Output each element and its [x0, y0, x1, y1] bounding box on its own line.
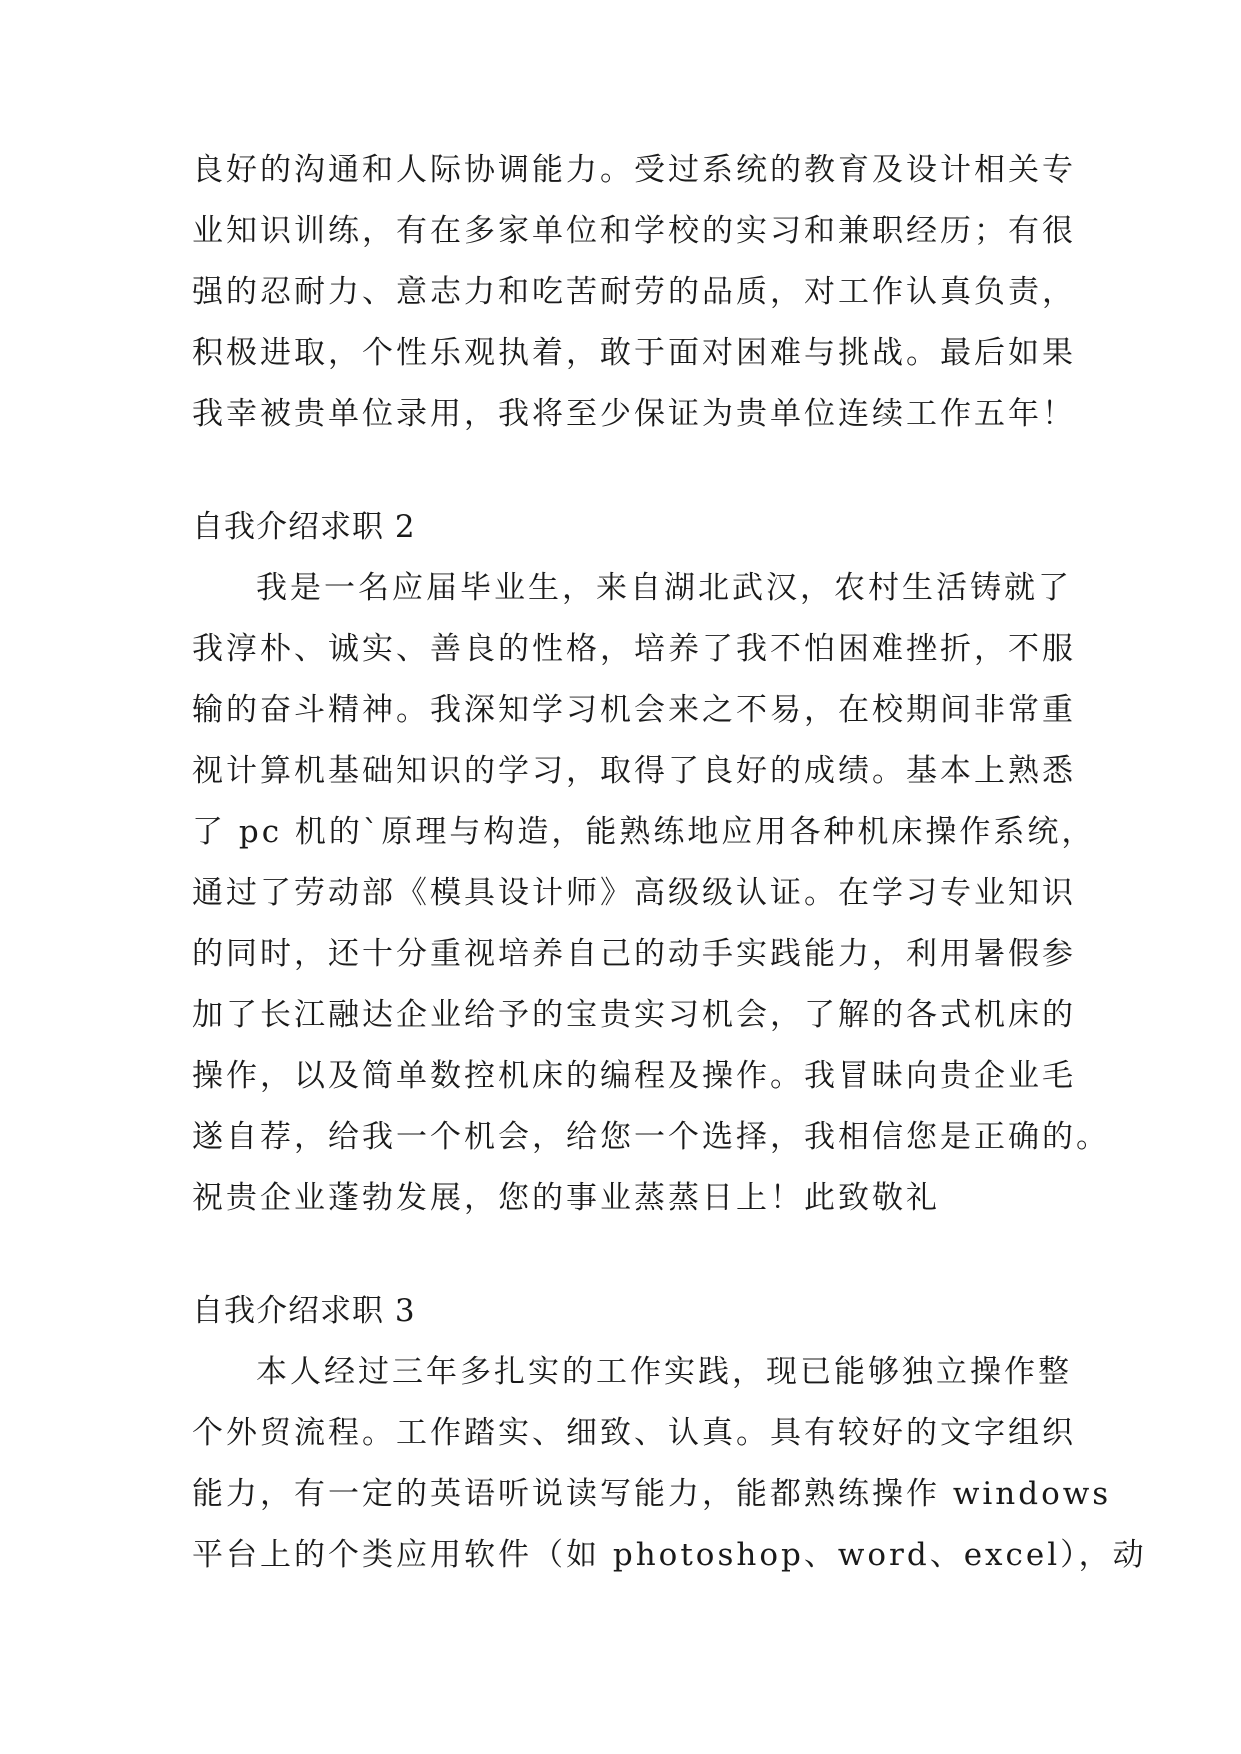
- text-line: 了 pc 机的`原理与构造，能熟练地应用各种机床操作系统，: [192, 814, 1096, 850]
- text-line: 我淳朴、诚实、善良的性格，培养了我不怕困难挫折，不服: [192, 631, 1076, 667]
- text-line: 加了长江融达企业给予的宝贵实习机会，了解的各式机床的: [192, 997, 1076, 1033]
- text-line: 遂自荐，给我一个机会，给您一个选择，我相信您是正确的。: [192, 1119, 1110, 1155]
- paragraph-section-2: [192, 558, 1110, 1229]
- text-line: 通过了劳动部《模具设计师》高级级认证。在学习专业知识: [192, 875, 1076, 911]
- section-gap: [192, 1229, 1072, 1281]
- text-line: 业知识训练，有在多家单位和学校的实习和兼职经历；有很: [192, 213, 1076, 249]
- text-line: 个外贸流程。工作踏实、细致、认真。具有较好的文字组织: [192, 1415, 1076, 1451]
- text-line: 的同时，还十分重视培养自己的动手实践能力，利用暑假参: [192, 936, 1076, 972]
- section-heading: 自我介绍求职 2: [192, 509, 416, 545]
- text-line: 操作，以及简单数控机床的编程及操作。我冒昧向贵企业毛: [192, 1058, 1076, 1094]
- text-line: 平台上的个类应用软件（如 photoshop、word、excel），动: [192, 1537, 1147, 1573]
- text-line: 我幸被贵单位录用，我将至少保证为贵单位连续工作五年！: [192, 396, 1076, 432]
- text-line: 视计算机基础知识的学习，取得了良好的成绩。基本上熟悉: [192, 753, 1076, 789]
- document-page: [192, 140, 1147, 1586]
- section-heading: 自我介绍求职 3: [192, 1293, 416, 1329]
- text-line: 本人经过三年多扎实的工作实践，现已能够独立操作整: [256, 1354, 1072, 1390]
- section-gap: [192, 445, 1072, 497]
- paragraph-continuation: [192, 140, 1076, 445]
- text-line: 能力，有一定的英语听说读写能力，能都熟练操作 windows: [192, 1476, 1112, 1512]
- paragraph-section-3: [192, 1342, 1147, 1586]
- text-line: 积极进取，个性乐观执着，敢于面对困难与挑战。最后如果: [192, 335, 1076, 371]
- text-line: 祝贵企业蓬勃发展，您的事业蒸蒸日上！此致敬礼: [192, 1180, 940, 1216]
- text-line: 良好的沟通和人际协调能力。受过系统的教育及设计相关专: [192, 152, 1076, 188]
- text-line: 我是一名应届毕业生，来自湖北武汉，农村生活铸就了: [256, 570, 1072, 606]
- text-line: 强的忍耐力、意志力和吃苦耐劳的品质，对工作认真负责，: [192, 274, 1076, 310]
- text-line: 输的奋斗精神。我深知学习机会来之不易，在校期间非常重: [192, 692, 1076, 728]
